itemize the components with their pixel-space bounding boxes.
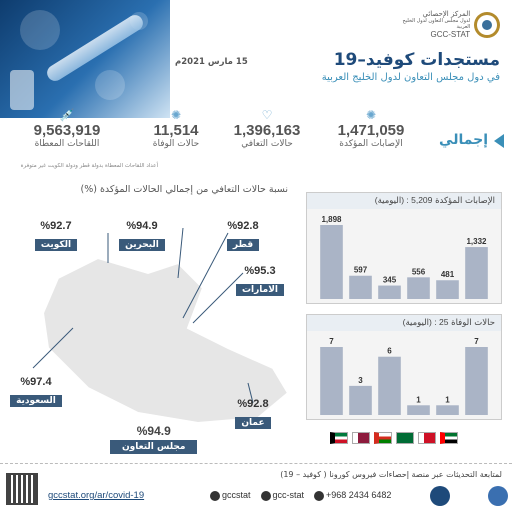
bahrain-flag-icon [418, 432, 436, 444]
bar-label: 7 [329, 337, 334, 346]
twitter-text: gccstat [222, 490, 251, 500]
virus-icon: ✺ [365, 108, 377, 122]
instagram-text: gcc-stat [272, 490, 305, 500]
bar-label: 3 [358, 375, 363, 385]
bar-label: 345 [382, 275, 397, 285]
tuv-badge-icon [488, 486, 508, 506]
tag-kuwait-pct: %92.7 [40, 220, 72, 232]
kuwait-flag-icon [330, 432, 348, 444]
stat-vaccines-value: 9,563,919 [33, 122, 101, 139]
stat-recovered [222, 108, 312, 149]
tag-uae-name: الامارات [236, 284, 284, 296]
covid-link[interactable]: gccstat.org/ar/covid-19 [48, 490, 145, 501]
bar-label: 597 [353, 265, 368, 275]
bar-السعودية [378, 286, 401, 299]
tag-uae [230, 265, 290, 296]
org-name-en: GCC-STAT [430, 30, 471, 40]
tag-uae-pct: %95.3 [244, 265, 276, 277]
stat-deaths-value: 11,514 [153, 122, 199, 139]
flags-row [330, 432, 458, 444]
tag-oman-pct: %92.8 [237, 398, 269, 410]
tag-qatar-pct: %92.8 [227, 220, 259, 232]
stat-recovered-value: 1,396,163 [233, 122, 301, 139]
daily-cases-header [307, 193, 501, 209]
bar-label: 1 [445, 395, 450, 405]
daily-deaths-title: حالات الوفاة [451, 318, 495, 328]
logo-emblem-icon [474, 12, 500, 38]
stat-vaccines [8, 108, 126, 149]
instagram-icon [261, 491, 271, 501]
stat-confirmed [326, 108, 416, 149]
bar-السعودية [378, 357, 401, 415]
org-name-ar: المركز الإحصائي [422, 10, 471, 18]
tag-qatar-name: قطر [227, 239, 259, 251]
bar-label: 7 [474, 337, 479, 346]
stat-recovered-label: حالات التعافي [241, 139, 293, 149]
daily-deaths-bars [307, 331, 501, 419]
daily-cases-total: (اليومية) : 5,209 [374, 195, 433, 205]
bar-البحرين [349, 276, 372, 299]
heartbeat-icon: ♡ [261, 108, 273, 122]
stat-confirmed-value: 1,471,059 [337, 122, 405, 139]
tag-oman-name: عمان [235, 417, 270, 429]
bar-label: 6 [387, 346, 392, 356]
qatar-flag-icon [352, 432, 370, 444]
follow-text: لمتابعة التحديثات عبر منصة إحصاءات فيروس كورونا ( كوفيد – 19) [280, 470, 502, 479]
hero-image [0, 0, 170, 118]
page-title: مستجدات كوفيد–19 [333, 50, 500, 70]
report-date: 15 مارس 2021م [175, 57, 248, 67]
bar-label: 556 [411, 267, 426, 277]
saudi-flag-icon [396, 432, 414, 444]
bar-قطر [436, 405, 459, 415]
total-arrow-icon [494, 134, 504, 148]
tag-kuwait-name: الكويت [35, 239, 77, 251]
tag-bahrain [112, 220, 172, 251]
bar-الامارات [320, 347, 343, 415]
daily-cases-bars [307, 209, 501, 303]
tag-gcc-name: مجلس التعاون [110, 440, 197, 454]
virus-icon: ✺ [170, 108, 182, 122]
phone-icon [314, 491, 324, 501]
tag-kuwait [26, 220, 86, 251]
daily-deaths-total: (اليومية) : 25 [402, 317, 449, 327]
bar-label: 1,332 [466, 237, 487, 247]
stat-deaths [138, 108, 214, 149]
bar-label: 481 [440, 270, 455, 280]
phone-number[interactable] [314, 490, 391, 501]
tag-bahrain-pct: %94.9 [126, 220, 158, 232]
bar-label: 1 [416, 395, 421, 405]
instagram-handle[interactable] [261, 490, 305, 501]
tag-bahrain-name: البحرين [119, 239, 165, 251]
tag-qatar [218, 220, 268, 251]
award-badge-icon [430, 486, 450, 506]
bar-قطر [436, 280, 459, 299]
stat-confirmed-label: الإصابات المؤكدة [339, 139, 403, 149]
daily-deaths-header [307, 315, 501, 331]
daily-cases-chart [306, 192, 502, 304]
page-subtitle: في دول مجلس التعاون لدول الخليج العربية [321, 72, 500, 83]
bar-الكويت [465, 347, 488, 415]
totals-label: إجمالي [439, 132, 488, 148]
bar-الامارات [320, 225, 343, 299]
footer-divider [0, 463, 512, 464]
social-row [210, 490, 391, 501]
tag-gcc-pct: %94.9 [136, 424, 171, 438]
syringe-icon: 💉 [59, 108, 75, 122]
uae-flag-icon [440, 432, 458, 444]
bar-الكويت [465, 247, 488, 299]
stat-vaccines-label: اللقاحات المعطاة [34, 139, 100, 149]
daily-deaths-chart [306, 314, 502, 420]
stat-deaths-label: حالات الوفاة [152, 139, 200, 149]
tag-gcc [110, 424, 197, 454]
bar-label: 1,898 [321, 215, 342, 224]
vaccines-footnote: أعداد اللقاحات المعطاة بدولة قطر ودولة الكويت غير متوفرة [20, 163, 158, 169]
gccstat-logo [388, 6, 500, 44]
map-title: نسبة حالات التعافي من إجمالي الحالات المؤكدة (%) [80, 184, 288, 195]
twitter-icon [210, 491, 220, 501]
tag-saudi-name: السعودية [10, 395, 62, 407]
bar-عمان [407, 405, 430, 415]
tag-saudi [6, 376, 66, 407]
phone-text: +968 2434 6482 [326, 490, 392, 500]
daily-cases-title: الإصابات المؤكدة [435, 196, 495, 206]
twitter-handle[interactable] [210, 490, 251, 501]
bar-البحرين [349, 386, 372, 415]
tag-saudi-pct: %97.4 [20, 376, 52, 388]
oman-flag-icon [374, 432, 392, 444]
qr-code[interactable] [6, 473, 38, 505]
bar-عمان [407, 277, 430, 299]
org-name-ar-sub: لدول مجلس التعاون لدول الخليج العربية [402, 18, 471, 31]
tag-oman [228, 398, 278, 429]
